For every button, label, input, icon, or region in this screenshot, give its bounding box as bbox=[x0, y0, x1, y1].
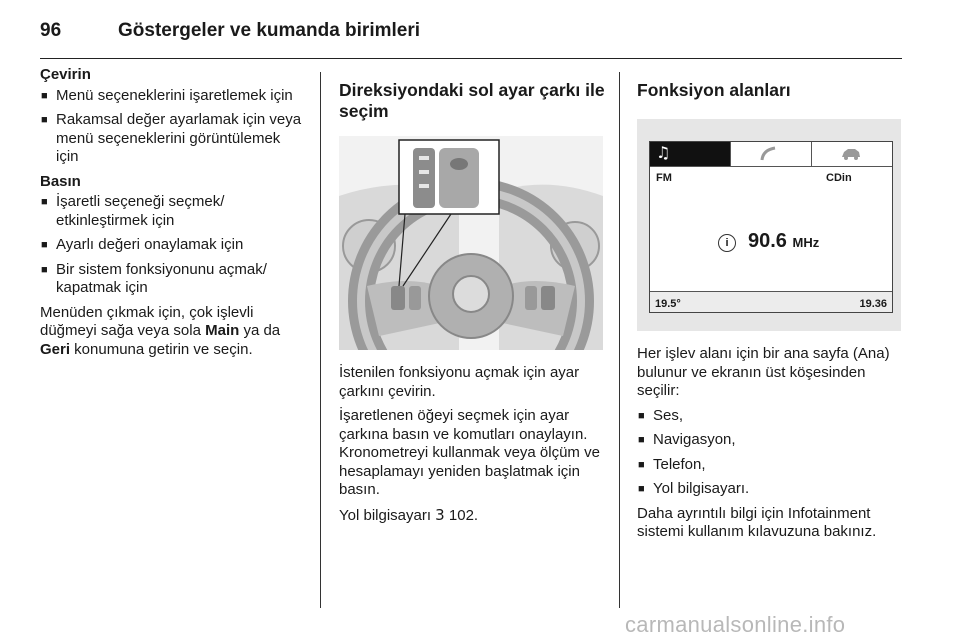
exit-menu-paragraph: Menüden çıkmak için, çok işlevli düğmeyi sağa veya sola Main ya da Geri konumuna getirin ve seçin. bbox=[40, 303, 281, 358]
display-panel bbox=[649, 141, 893, 313]
main-keyword: Main bbox=[205, 322, 240, 339]
function-area-list bbox=[637, 407, 903, 499]
column-divider-1 bbox=[320, 72, 321, 608]
steering-wheel-figure bbox=[339, 136, 603, 350]
list-item: ■ Telefon, bbox=[637, 456, 903, 475]
display-frequency-unit: MHz bbox=[792, 235, 820, 250]
tab-phone bbox=[731, 142, 812, 167]
display-cdin-label: CDin bbox=[826, 172, 852, 184]
paragraph-turn-wheel: İstenilen fonksiyonu açmak için ayar çarkını çevirin. bbox=[339, 364, 580, 400]
column-divider-2 bbox=[619, 72, 620, 608]
paragraph-home-pages: Her işlev alanı için bir ana sayfa (Ana) bulunur ve ekranın üst köşesinden seçilir: bbox=[637, 345, 890, 399]
column-middle bbox=[339, 80, 605, 525]
page-reference-arrow: 3 bbox=[435, 505, 445, 524]
steering-wheel-illustration bbox=[339, 136, 603, 350]
page-title: Göstergeler ve kumanda birimleri bbox=[118, 20, 421, 41]
display-temperature: 19.5° bbox=[655, 298, 681, 310]
list-item: ■ Ayarlı değeri onaylamak için bbox=[40, 236, 306, 255]
list-item: ■ Yol bilgisayarı. bbox=[637, 480, 903, 499]
paragraph-press-wheel: İşaretlenen öğeyi seçmek için ayar çarkına basın ve komutları onaylayın. Kronometreyi kullanmak veya ölçüm ve hesaplamayı yeniden başlatmak için basın. bbox=[339, 407, 600, 498]
watermark: carmanualsonline.info bbox=[625, 612, 846, 637]
page-header bbox=[40, 10, 900, 54]
list-item: ■ Bir sistem fonksiyonunu açmak/ kapatmak için bbox=[40, 261, 306, 298]
press-list bbox=[40, 193, 306, 298]
display-source-label: FM bbox=[656, 172, 672, 184]
list-item: ■ Rakamsal değer ayarlamak için veya menü seçeneklerini görüntülemek için bbox=[40, 111, 306, 167]
display-screen-figure bbox=[637, 119, 901, 331]
back-keyword: Geri bbox=[40, 340, 71, 358]
column-right bbox=[637, 80, 903, 542]
display-clock: 19.36 bbox=[859, 298, 887, 310]
page-number: 96 bbox=[40, 20, 62, 41]
list-item: ■ İşaretli seçeneği seçmek/ etkinleştirmek için bbox=[40, 193, 306, 230]
turn-list bbox=[40, 87, 306, 167]
section-heading-function-areas: Fonksiyon alanları bbox=[637, 80, 791, 100]
info-icon: i bbox=[718, 234, 736, 252]
tab-vehicle bbox=[812, 142, 892, 167]
list-item: ■ Menü seçeneklerini işaretlemek için bbox=[40, 87, 306, 106]
paragraph-trip-computer-ref: Yol bilgisayarı 3 102. bbox=[339, 505, 479, 524]
section-heading-steering-wheel: Direksiyondaki sol ayar çarkı ile seçim bbox=[339, 80, 605, 121]
tab-audio bbox=[650, 142, 731, 167]
subheading-press: Basın bbox=[40, 172, 81, 190]
paragraph-more-info: Daha ayrıntılı bilgi için Infotainment sistemi kullanım kılavuzuna bakınız. bbox=[637, 504, 877, 540]
list-item: ■ Navigasyon, bbox=[637, 431, 903, 450]
list-item: ■ Ses, bbox=[637, 407, 903, 426]
phone-icon bbox=[759, 146, 779, 162]
car-icon bbox=[840, 147, 862, 161]
column-left bbox=[40, 66, 306, 359]
display-footer bbox=[650, 291, 892, 312]
display-frequency: 90.6 MHz bbox=[748, 230, 820, 252]
header-divider bbox=[40, 58, 902, 59]
music-note-icon: ♫ bbox=[656, 143, 671, 162]
subheading-turn: Çevirin bbox=[40, 66, 91, 83]
